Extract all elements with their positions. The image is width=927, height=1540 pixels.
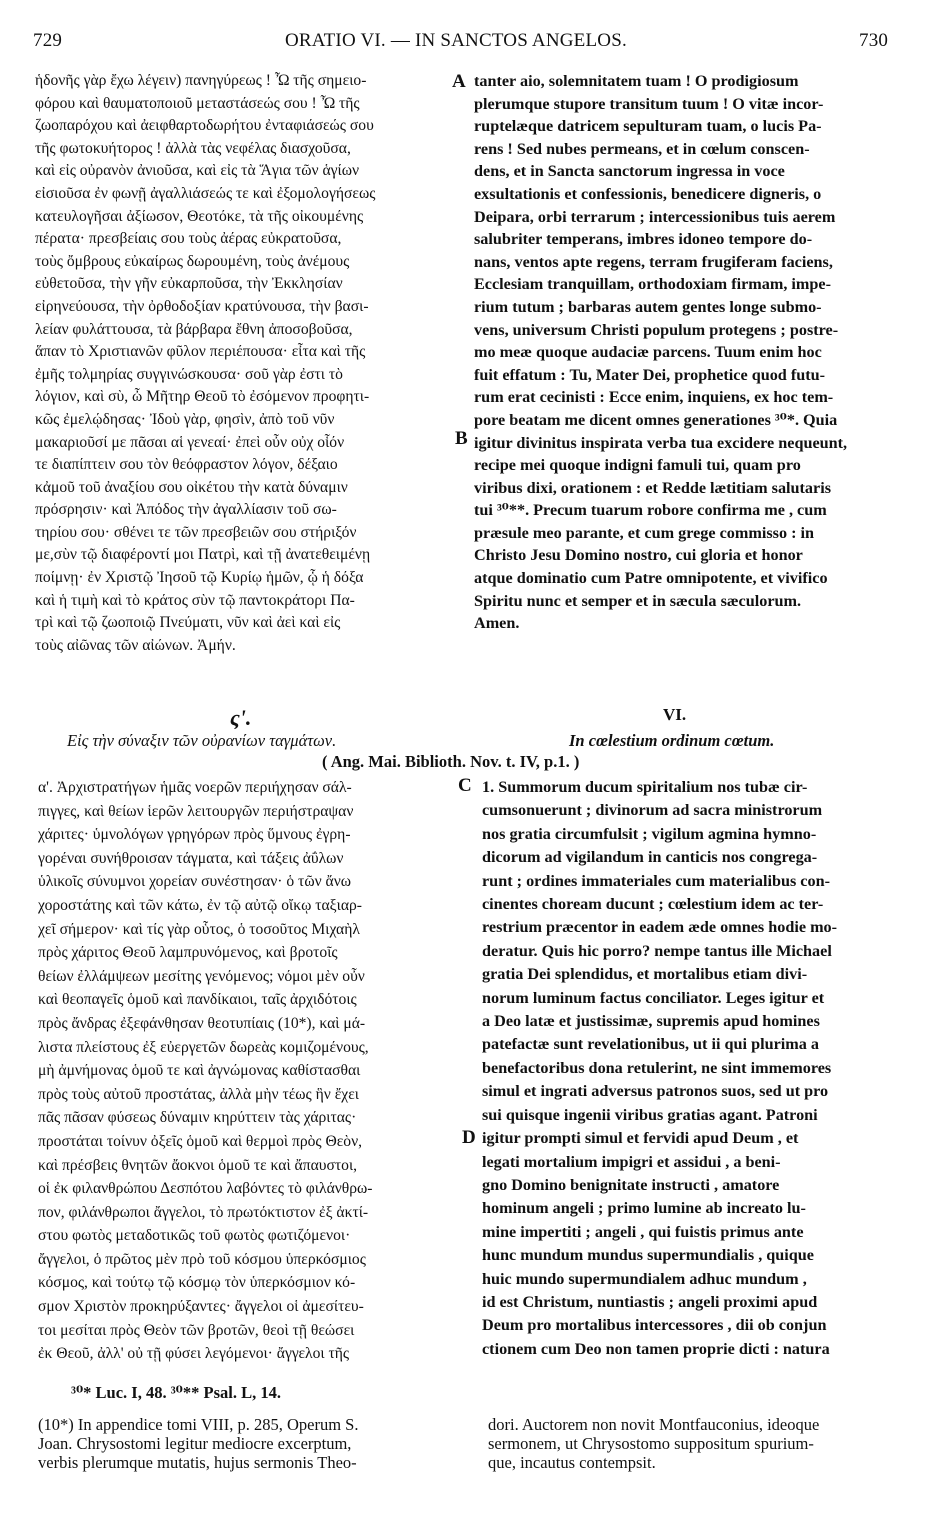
text-line: vens, universum Christi populum protegens ; postre- — [474, 320, 839, 339]
text-line: ἐκ Θεοῦ, ἀλλ' οὐ τῇ φύσει λεγόμενοι· ἄγγελοι τῆς — [38, 1345, 350, 1363]
text-line: id est Christum, nuntiastis ; angeli proximi apud — [482, 1292, 818, 1311]
text-line: φόρου καὶ θαυματοποιοῦ μεταστάσεώς σου ! Ὦ τῆς — [35, 94, 360, 112]
footnote-left — [38, 1415, 358, 1472]
text-line: Joan. Chrysostomi legitur mediocre excerptum, — [38, 1434, 352, 1453]
bottom-latin-column — [482, 776, 907, 1361]
text-line: verbis plerumque mutatis, hujus sermonis Theo- — [38, 1453, 357, 1472]
text-line: χοροστάτης καὶ τῶν κάτω, ἐν τῷ αὐτῷ οἴκῳ ταξιαρ- — [38, 896, 362, 914]
text-line: εἰρηνεύουσα, τὴν ὀρθοδοξίαν κρατύνουσα, τὴν βασι- — [35, 297, 369, 315]
text-line: τηρίου σου· σθένει τε τῶν πρεσβειῶν σου στήριξόν — [35, 523, 357, 541]
text-line: recipe mei quoque indigni famuli tui, quam pro — [474, 456, 801, 475]
text-line: plerumque stupore transitum tuum ! O vitæ incor- — [474, 94, 824, 113]
text-line: atque dominatio cum Patre omnipotente, et vivifico — [474, 569, 828, 588]
text-line: τῆς φωτοκυήτορος ! ἀλλὰ τὰς νεφέλας διασχοῦσα, — [35, 139, 351, 157]
text-line: hunc mundum mundus supermundialis , quique — [482, 1246, 814, 1265]
text-line: igitur prompti simul et fervidi apud Deum , et — [482, 1129, 799, 1148]
text-line: norum luminum factus conciliator. Leges igitur et — [482, 988, 825, 1007]
running-title: ORATIO VI. — IN SANCTOS ANGELOS. — [285, 30, 627, 51]
text-line: καὶ εἰς οὐρανὸν ἀνιοῦσα, καὶ εἰς τὰ Ἅγια τῶν ἁγίων — [35, 162, 360, 180]
margin-letter-a: A — [452, 71, 466, 92]
source-reference: ( Ang. Mai. Biblioth. Nov. t. IV, p.1. ) — [322, 752, 580, 771]
text-line: nans, ventos apte regens, terram frugiferam faciens, — [474, 252, 833, 271]
text-line: cumsonuerunt ; divinorum ad sacra ministrorum — [482, 801, 823, 820]
greek-section-number: ς'. — [230, 705, 252, 730]
text-line: 1. Summorum ducum spiritalium nos tubæ cir- — [482, 778, 808, 796]
text-line: ζωοπαρόχου καὶ ἀειφθαρτοδωρήτου ἐνταφιάσεώς σου — [35, 117, 374, 135]
text-line: nos gratia circumfulsit ; vigilum agmina hymno- — [482, 824, 817, 843]
text-line: κῶς ἐμελῴδησας· Ἰδοὺ γὰρ, φησὶν, ἀπὸ τοῦ νῦν — [35, 410, 335, 428]
text-line: igitur divinitus inspirata verba tua excidere nequeunt, — [474, 433, 848, 452]
margin-letter-b: B — [455, 428, 468, 449]
text-line: ἅπαν τὸ Χριστιανῶν φῦλον περιέπουσα· εἶτα καὶ τῆς — [35, 343, 366, 361]
text-line: σμον Χριστὸν προκηρύξαντες· ἄγγελοι οἱ ἀμεσίτευ- — [38, 1298, 364, 1316]
text-line: tanter aio, solemnitatem tuam ! O prodigiosum — [474, 72, 799, 90]
text-line: tui ³⁰**. Precum tuarum robore confirma me , cum — [474, 501, 827, 520]
text-line: patefactæ sunt revelationibus, ut ii qui plurima a — [482, 1035, 819, 1054]
text-line: mo meæ quoque audaciæ parcens. Tuum enim hoc — [474, 343, 822, 362]
text-line: gratia Dei splendidus, et mortalibus etiam divi- — [482, 965, 808, 984]
margin-letter-d: D — [462, 1127, 476, 1148]
text-line: α'. Ἀρχιστρατήγων ἡμᾶς νοερῶν περιήχησαν σάλ- — [38, 779, 352, 796]
text-line: huic mundo supermundialem adhuc mundum , — [482, 1269, 807, 1288]
greek-section-title: Εἰς τὴν σύναξιν τῶν οὐρανίων ταγμάτων. — [67, 731, 337, 750]
text-line: καὶ ἡ τιμὴ καὶ τὸ κράτος σὺν τῷ παντοκράτορι Πα- — [35, 591, 355, 609]
text-line: sui quisque ingenii viribus gratias agant. Patroni — [482, 1105, 818, 1124]
text-line: πρόσρησιν· καὶ Ἀπόδος τὴν ἀγαλλίασιν τοῦ σω- — [35, 501, 337, 519]
text-line: rum erat cecinisti : Ecce enim, inquiens, ex hoc tem- — [474, 388, 834, 407]
text-line: λιστα πλείστους ἐξ εὐεργετῶν δωρεὰς κομιζομένους, — [38, 1038, 369, 1056]
bottom-greek-column — [38, 776, 453, 1366]
text-line: προστάται τοίνυν ὀξεῖς ὁμοῦ καὶ θερμοὶ πρὸς Θεὸν, — [38, 1132, 363, 1150]
text-line: runt ; ordines immateriales cum materialibus con- — [482, 871, 830, 890]
text-line: Christo Jesu Domino nostro, cui gloria et honor — [474, 546, 803, 565]
text-line: τοὺς ὄμβρους εὐκαίρως δωρουμένη, τοὺς ἀνέμους — [35, 252, 350, 270]
text-line: dens, et in Sancta sanctorum ingressa in voce — [474, 162, 785, 181]
text-line: simul et ingrati adversus patronos suos, sed ut pro — [482, 1082, 829, 1101]
text-line: exsultationis et confessionis, benedicere digneris, o — [474, 184, 822, 203]
text-line: viribus dixi, orationem : et Redde lætitiam salutaris — [474, 478, 832, 497]
text-line: οἱ ἐκ φιλανθρώπου Δεσπότου λαβόντες τὸ φιλάνθρω- — [38, 1180, 373, 1198]
text-line: πον, φιλάνθρωποι ἄγγελοι, τὸ πρωτόκτιστον ἐξ ἀκτί- — [38, 1203, 369, 1221]
text-line: restrium præcentor in eadem æde omnes hodie mo- — [482, 918, 838, 937]
text-line: ὑλικοῖς σύνυμνοι χορείαν συνέστησαν· ὁ τῶν ἄνω — [38, 873, 352, 891]
text-line: στου φωτὸς μεταδοτικῶς τοῦ φωτὸς φωτιζόμενοι· — [38, 1227, 351, 1245]
text-line: que, incautus contempsit. — [488, 1453, 656, 1472]
text-line: τε διαπίπτειν σου τὸν θεόφραστον λόγον, δέξαιο — [35, 456, 338, 474]
text-line: præsule meo parante, et cum grege commisso : in — [474, 523, 815, 542]
text-line: ἄγγελοι, ὁ πρῶτος μὲν πρὸ τοῦ κόσμου ὑπερκόσμιος — [38, 1250, 366, 1268]
text-line: rium tutum ; barbaras autem gentes longe submo- — [474, 297, 822, 316]
scripture-references: ³⁰* Luc. I, 48. ³⁰** Psal. L, 14. — [71, 1383, 281, 1402]
text-line: rens ! Sed nubes permeans, et in cœlum conscen- — [474, 139, 810, 158]
text-line: τοὺς αἰῶνας τῶν αἰώνων. Ἀμήν. — [35, 636, 236, 654]
margin-letter-c: C — [458, 775, 472, 796]
text-line: Spiritu nunc et semper et in sæcula sæculorum. — [474, 591, 802, 610]
text-line: πρὸς ἄνδρας ἐξεφάνθησαν θεοτυπίαις (10*), καὶ μά- — [38, 1014, 366, 1032]
text-line: πρὸς χάριτος Θεοῦ λαμπρυνόμενος, καὶ βροτοῖς — [38, 944, 338, 962]
text-line: μὴ ἀμνήμονας ὁμοῦ τε καὶ ἀγνώμονας καθίστασθαι — [38, 1062, 361, 1080]
text-line: ἡδονῆς γὰρ ἔχω λέγειν) πανηγύρεως ! Ὦ τῆς σημειο- — [35, 72, 367, 89]
text-line: πᾶς πᾶσαν φύσεως δύναμιν κηρύττειν τὰς χάριτας· — [38, 1109, 357, 1127]
text-line: dori. Auctorem non novit Montfauconius, ideoque — [488, 1415, 820, 1434]
text-line: με,σὺν τῷ διαφέροντί μοι Πατρὶ, καὶ τῇ ἀνατεθειμένῃ — [35, 546, 371, 564]
text-line: gno Domino benignitate instructi , amatore — [482, 1175, 780, 1194]
text-line: ποίμνῃ· ἐν Χριστῷ Ἰησοῦ τῷ Κυρίῳ ἡμῶν, ᾧ ἡ δόξα — [35, 569, 364, 587]
text-line: Deipara, orbi terrarum ; intercessionibus tuis aerem — [474, 207, 836, 226]
text-line: χεῖ σήμερον· καὶ τίς γὰρ οὗτος, ὁ τοσοῦτος Μιχαὴλ — [38, 920, 360, 938]
text-line: hominum angeli ; primo lumine ab increato lu- — [482, 1199, 806, 1218]
text-line: πέρατα· πρεσβείαις σου τοὺς ἀέρας εὐκρατοῦσα, — [35, 230, 342, 248]
text-line: κἀμοῦ τοῦ ἀναξίου σου οἰκέτου τὴν κατὰ δύναμιν — [35, 478, 348, 496]
right-page-number: 730 — [859, 30, 889, 51]
left-page-number: 729 — [33, 30, 63, 51]
text-line: εἰσιοῦσα ἐν φωνῇ ἀγαλλιάσεώς τε καὶ ἐξομολογήσεως — [35, 184, 376, 202]
text-line: sermonem, ut Chrysostomo suppositum spurium- — [488, 1434, 814, 1453]
text-line: deratur. Quis hic porro? nempe tantus ille Michael — [482, 941, 832, 960]
text-line: καὶ θεοπαγεῖς ὁμοῦ καὶ πανδίκαιοι, ταῖς ἀρχιδότοις — [38, 991, 357, 1009]
text-line: salubriter temperans, imbres idoneo tempore do- — [474, 230, 813, 249]
text-line: ruptelæque datricem sepulturam tuam, o lucis Pa- — [474, 117, 822, 136]
text-line: a Deo latæ et justissimæ, supremis apud homines — [482, 1012, 820, 1031]
text-line: τρὶ καὶ τῷ ζωοποιῷ Πνεύματι, νῦν καὶ ἀεὶ καὶ εἰς — [35, 614, 341, 632]
text-line: μακαριοῦσί με πᾶσαι αἱ γενεαί· ἐπεὶ οὖν οὐχ οἷόν — [35, 433, 345, 451]
text-line: dicorum ad vigilandum in canticis nos congrega- — [482, 848, 818, 867]
text-line: κόσμος, καὶ τούτῳ τῷ κόσμῳ τὸν ὑπερκόσμιον κό- — [38, 1274, 356, 1292]
text-line: καὶ πρέσβεις θνητῶν ἄοκνοι ὁμοῦ τε καὶ ἄπαυστοι, — [38, 1156, 358, 1174]
top-latin-column — [474, 70, 904, 635]
footnote-right — [488, 1415, 819, 1472]
text-line: Amen. — [474, 614, 520, 633]
text-line: λόγιον, καὶ σὺ, ὦ Μῆτηρ Θεοῦ τὸ ἐσόμενον προφητι- — [35, 388, 370, 406]
latin-section-title: In cœlestium ordinum cœtum. — [569, 731, 775, 750]
text-line: ἐμῆς τολμηρίας συγγινώσκουσα· σοῦ γὰρ ἐστι τὸ — [35, 365, 343, 383]
text-line: θείων ἐλλάμψεων μεσίτης γενόμενος; νόμοι μὲν οὖν — [38, 967, 365, 985]
text-line: mine impertiti ; angeli , qui fuistis primus ante — [482, 1222, 804, 1241]
text-line: cinentes choream ducunt ; cœlestium idem ac ter- — [482, 895, 824, 914]
text-line: Deum pro mortalibus intercessores , dii ob conjun — [482, 1316, 827, 1335]
text-line: legati mortalium impigri et assidui , a beni- — [482, 1152, 781, 1171]
text-line: γορέναι συνήθροισαν τάγματα, καὶ τάξεις ἀΰλων — [38, 849, 344, 867]
text-line: πρὸς τοὺς αὐτοῦ προστάτας, ἀλλὰ μὴν τέως ἣν ἔχει — [38, 1085, 359, 1103]
text-line: κατευλογῆσαι ἀξίωσον, Θεοτόκε, τὰ τῆς οἰκουμένης — [35, 207, 364, 225]
text-line: fuit effatum : Tu, Mater Dei, prophetice quod futu- — [474, 365, 826, 384]
text-line: pore beatam me dicent omnes generationes ³⁰*. Quia — [474, 410, 838, 429]
text-line: τοι μεσίται πρὸς Θεὸν τῶν βροτῶν, θεοὶ τῇ θεώσει — [38, 1321, 355, 1339]
text-line: εὐθετοῦσα, τὴν γῆν εὐκαρποῦσα, τὴν Ἐκκλησίαν — [35, 275, 343, 293]
text-line: πιγγες, καὶ θείων ἱερῶν λειτουργῶν περιήστραψαν — [38, 802, 354, 820]
top-greek-column — [35, 70, 450, 657]
text-line: Ecclesiam tranquillam, orthodoxiam firmam, impe- — [474, 275, 831, 294]
text-line: λείαν φυλάττουσα, τὰ βάρβαρα ἔθνη ἀποσοβοῦσα, — [35, 320, 353, 338]
text-line: χάριτες· ὑμνολόγων γρηγόρων πρὸς ὕμνους ἐγρη- — [38, 826, 351, 844]
text-line: (10*) In appendice tomi VIII, p. 285, Operum S. — [38, 1415, 359, 1434]
text-line: benefactoribus dona retulerint, ne sint immemores — [482, 1058, 832, 1077]
latin-section-number: VI. — [663, 705, 687, 724]
text-line: ctionem cum Deo non tamen proprie dicti : natura — [482, 1339, 830, 1358]
